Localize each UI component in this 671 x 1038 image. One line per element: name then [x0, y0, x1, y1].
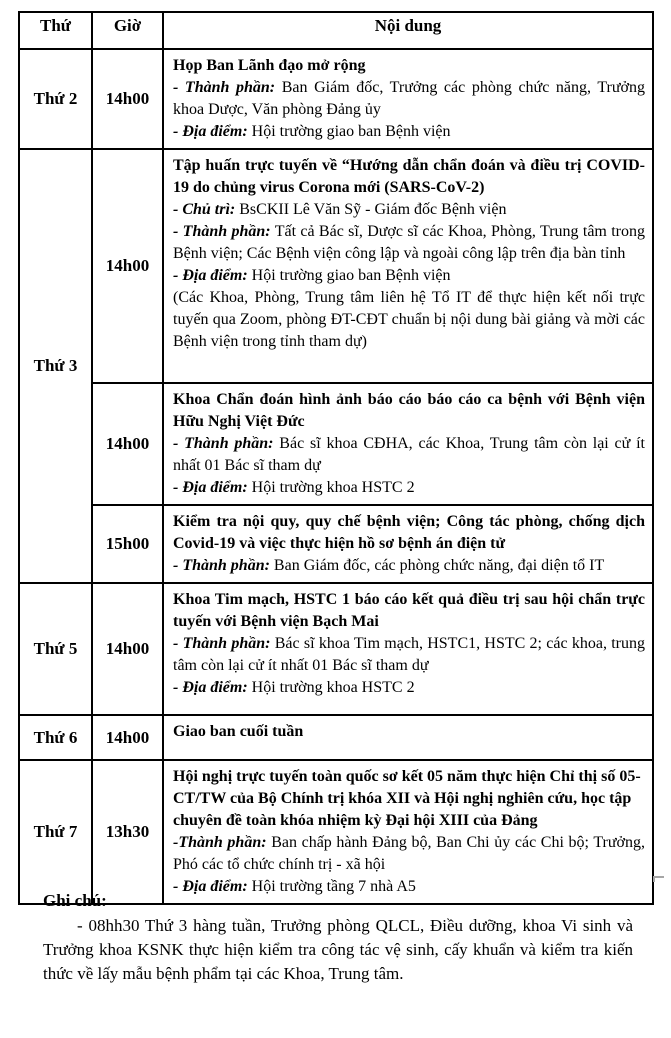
paragraph-label: -Thành phần: [173, 834, 267, 851]
table-row [19, 715, 653, 760]
time-cell: 14h00 [92, 583, 163, 715]
paragraph-label: - Địa điểm: [173, 679, 248, 696]
content-cell [163, 715, 653, 760]
paragraph-label: - Thành phần: [173, 79, 276, 96]
content-paragraph-labeled: - Địa điểm: Hội trường giao ban Bệnh viện [173, 123, 451, 140]
content-cell [163, 760, 653, 904]
content-paragraph-labeled: - Địa điểm: Hội trường khoa HSTC 2 [173, 679, 415, 696]
day-cell: Thứ 3 [19, 149, 92, 583]
content-paragraph-labeled: - Thành phần: Ban Giám đốc, Trưởng các phòng chức năng, Trưởng khoa Dược, Văn phòng Đảng ủy [173, 79, 646, 118]
paragraph-label: - Địa điểm: [173, 267, 248, 284]
content-cell [163, 49, 653, 149]
schedule-body [19, 49, 653, 904]
table-resize-handle-icon [653, 876, 664, 882]
content-paragraph-title: Khoa Chẩn đoán hình ảnh báo cáo báo cáo ca bệnh với Bệnh viện Hữu Nghị Việt Đức [173, 391, 645, 430]
content-paragraph-title: Tập huấn trực tuyến về “Hướng dẫn chẩn đoán và điều trị COVID-19 do chủng virus Corona mới (SARS-CoV-2) [173, 157, 645, 196]
notes-text: - 08hh30 Thứ 3 hàng tuần, Trưởng phòng QLCL, Điều dưỡng, khoa Vi sinh và Trưởng khoa KSNK thực hiện kiểm tra công tác vệ sinh, cấy khuẩn và kiểm tra kiến thức về lấy mẫu bệnh phẩm tại các Khoa, Trung tâm. [43, 916, 633, 983]
table-row [19, 583, 653, 715]
content-paragraph-plain: (Các Khoa, Phòng, Trung tâm liên hệ Tổ IT để thực hiện kết nối trực tuyến qua Zoom, phòng ĐT-CĐT chuẩn bị nội dung bài giảng và mời các Bệnh viện trong tỉnh tham dự) [173, 289, 645, 350]
header-row [19, 12, 653, 49]
paragraph-label: - Chủ trì: [173, 201, 236, 218]
content-cell [163, 149, 653, 383]
content-paragraph-title: Họp Ban Lãnh đạo mở rộng [173, 57, 366, 74]
content-cell [163, 505, 653, 583]
content-paragraph-title: Giao ban cuối tuần [173, 723, 304, 740]
content-paragraph-labeled: - Thành phần: Ban Giám đốc, các phòng chức năng, đại diện tổ IT [173, 557, 605, 574]
table-row [19, 760, 653, 904]
notes-heading: Ghi chú: [43, 891, 107, 910]
time-cell: 15h00 [92, 505, 163, 583]
schedule-table [18, 11, 654, 905]
header-time: Giờ [92, 12, 163, 49]
content-cell [163, 383, 653, 505]
content-paragraph-title: Hội nghị trực tuyến toàn quốc sơ kết 05 năm thực hiện Chỉ thị số 05-CT/TW của Bộ Chính trị khóa XII và Hội nghị nghiên cứu, học tập chuyên đề toàn khóa nhiệm kỳ Đại hội XIII của Đảng [173, 768, 641, 829]
paragraph-label: - Thành phần: [173, 223, 271, 240]
paragraph-label: - Địa điểm: [173, 479, 248, 496]
day-cell: Thứ 6 [19, 715, 92, 760]
day-cell: Thứ 7 [19, 760, 92, 904]
header-content: Nội dung [163, 12, 653, 49]
content-paragraph-labeled: - Thành phần: Bác sĩ khoa CĐHA, các Khoa, Trung tâm còn lại cử ít nhất 01 Bác sĩ tham dự [173, 435, 645, 474]
content-paragraph-labeled: -Thành phần: Ban chấp hành Đảng bộ, Ban Chi ủy các Chi bộ; Trưởng, Phó các tổ chức chính trị - xã hội [173, 834, 646, 873]
table-row [19, 49, 653, 149]
paragraph-label: - Thành phần: [173, 635, 271, 652]
time-cell: 14h00 [92, 383, 163, 505]
time-cell: 14h00 [92, 715, 163, 760]
table-row [19, 383, 653, 505]
content-paragraph-labeled: - Địa điểm: Hội trường giao ban Bệnh viện [173, 267, 451, 284]
content-paragraph-title: Kiểm tra nội quy, quy chế bệnh viện; Công tác phòng, chống dịch Covid-19 và việc thực hiện hồ sơ bệnh án điện tử [173, 513, 645, 552]
table-row [19, 149, 653, 383]
content-paragraph-labeled: - Chủ trì: BsCKII Lê Văn Sỹ - Giám đốc Bệnh viện [173, 201, 507, 218]
day-cell: Thứ 2 [19, 49, 92, 149]
time-cell: 14h00 [92, 49, 163, 149]
content-cell [163, 583, 653, 715]
table-row [19, 505, 653, 583]
paragraph-label: - Địa điểm: [173, 878, 248, 895]
time-cell: 14h00 [92, 149, 163, 383]
content-paragraph-labeled: - Địa điểm: Hội trường tầng 7 nhà A5 [173, 878, 416, 895]
notes-section [43, 889, 633, 986]
paragraph-label: - Thành phần: [173, 557, 270, 574]
content-paragraph-title: Khoa Tim mạch, HSTC 1 báo cáo kết quả điều trị sau hội chẩn trực tuyến với Bệnh viện Bạch Mai [173, 591, 645, 630]
content-paragraph-labeled: - Thành phần: Bác sĩ khoa Tim mạch, HSTC1, HSTC 2; các khoa, trung tâm còn lại cử ít nhất 01 Bác sĩ tham dự [173, 635, 646, 674]
paragraph-label: - Địa điểm: [173, 123, 248, 140]
time-cell: 13h30 [92, 760, 163, 904]
content-paragraph-labeled: - Thành phần: Tất cả Bác sĩ, Dược sĩ các Khoa, Phòng, Trung tâm trong Bệnh viện; Các Bệnh viện công lập và ngoài công lập trên địa bàn tỉnh [173, 223, 646, 262]
header-day: Thứ [19, 12, 92, 49]
day-cell: Thứ 5 [19, 583, 92, 715]
content-paragraph-labeled: - Địa điểm: Hội trường khoa HSTC 2 [173, 479, 415, 496]
paragraph-label: - Thành phần: [173, 435, 274, 452]
